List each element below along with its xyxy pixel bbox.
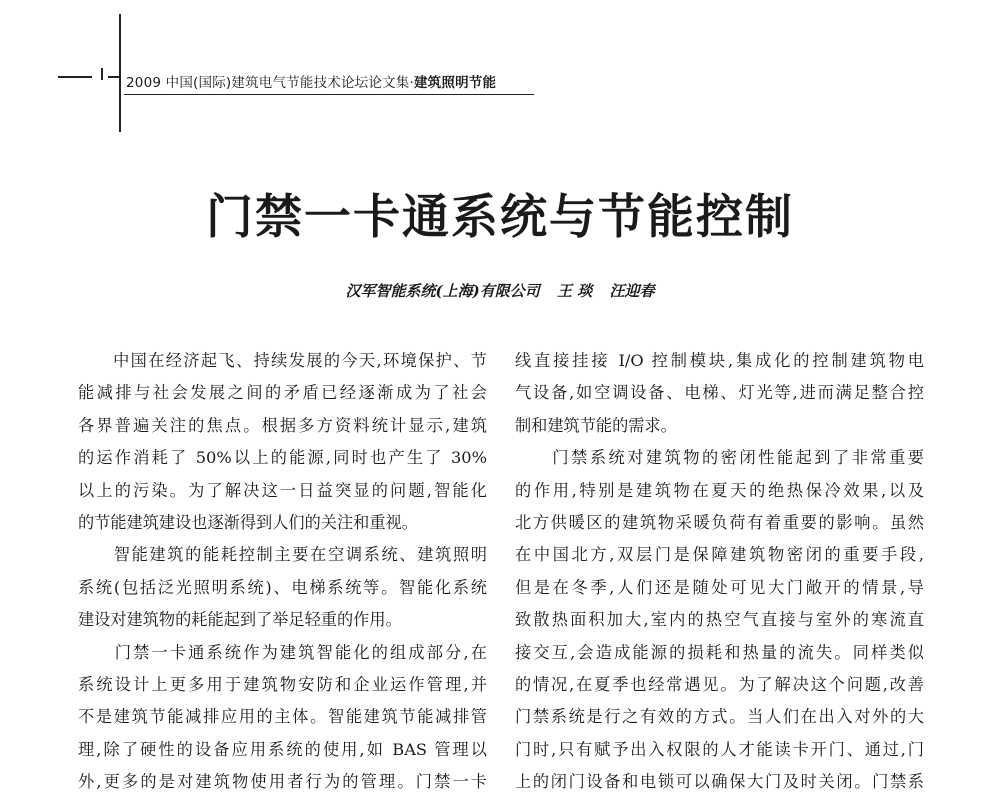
body-text-line: 的运作消耗了 50%以上的能源,同时也产生了 30% <box>78 448 487 468</box>
body-text-line: 的情况,在夏季也经常遇见。为了解决这个问题,改善 <box>515 674 924 694</box>
running-header <box>126 74 496 92</box>
body-text-line: 外,更多的是对建筑物使用者行为的管理。门禁一卡 <box>78 772 487 792</box>
header-underline <box>124 94 534 95</box>
body-text-line: 各界普遍关注的焦点。根据多方资料统计显示,建筑 <box>78 415 487 435</box>
crop-mark-tick <box>101 68 103 80</box>
running-header-text: 2009 中国(国际)建筑电气节能技术论坛论文集· <box>126 75 414 91</box>
author-name: 汪迎春 <box>609 282 655 300</box>
body-text-line: 智能建筑的能耗控制主要在空调系统、建筑照明 <box>78 545 487 565</box>
body-text-line: 线直接挂接 I/O 控制模块,集成化的控制建筑物电 <box>515 351 924 370</box>
body-text-line: 但是在冬季,人们还是随处可见大门敞开的情景,导 <box>515 577 924 597</box>
body-text-line: 气设备,如空调设备、电梯、灯光等,进而满足整合控 <box>515 383 924 403</box>
body-text-line: 中国在经济起飞、持续发展的今天,环境保护、节 <box>78 351 487 370</box>
body-text-line: 门时,只有赋予出入权限的人才能读卡开门、通过,门 <box>515 739 924 759</box>
body-text-line: 在中国北方,双层门是保障建筑物密闭的重要手段, <box>515 545 924 565</box>
body-text-line: 上的闭门设备和电锁可以确保大门及时关闭。门禁系 <box>515 772 924 792</box>
author-line <box>0 280 1000 302</box>
crop-mark-horizontal-left <box>58 76 92 78</box>
body-text-line: 建设对建筑物的耗能起到了举足轻重的作用。 <box>78 610 402 630</box>
author-name: 王 琰 <box>556 282 593 300</box>
body-text-line: 理,除了硬性的设备应用系统的使用,如 BAS 管理以 <box>78 739 487 759</box>
body-text-line: 的节能建筑建设也逐渐得到人们的关注和重视。 <box>78 512 418 532</box>
body-text-line: 的作用,特别是建筑物在夏天的绝热保冷效果,以及 <box>515 480 924 500</box>
paper-title: 门禁一卡通系统与节能控制 <box>206 190 794 245</box>
body-column-right <box>515 345 924 798</box>
body-text-line: 门禁系统对建筑物的密闭性能起到了非常重要 <box>515 448 924 468</box>
body-text-line: 致散热面积加大,室内的热空气直接与室外的寒流直 <box>515 610 924 630</box>
body-text-line: 能减排与社会发展之间的矛盾已经逐渐成为了社会 <box>78 383 487 403</box>
body-text-line: 系统(包括泛光照明系统)、电梯系统等。智能化系统 <box>78 577 487 597</box>
body-text-line: 系统设计上更多用于建筑物安防和企业运作管理,并 <box>78 674 487 694</box>
body-text-line: 门禁一卡通系统作为建筑智能化的组成部分,在 <box>78 642 487 662</box>
affiliation: 汉军智能系统(上海)有限公司 <box>345 282 540 300</box>
body-text-line: 接交互,会造成能源的损耗和热量的流失。同样类似 <box>515 642 924 662</box>
body-text-line: 北方供暖区的建筑物采暖负荷有着重要的影响。虽然 <box>515 512 924 532</box>
body-text-line: 不是建筑节能减排应用的主体。智能建筑节能减排管 <box>78 707 487 727</box>
body-column-left <box>78 345 487 798</box>
running-header-section: 建筑照明节能 <box>413 75 497 91</box>
body-text-line: 制和建筑节能的需求。 <box>515 415 677 435</box>
body-text-line: 以上的污染。为了解决这一日益突显的问题,智能化 <box>78 480 487 500</box>
crop-mark-horizontal-right <box>108 76 120 78</box>
crop-mark-vertical <box>119 14 121 132</box>
body-text-line: 门禁系统是行之有效的方式。当人们在出入对外的大 <box>515 707 924 727</box>
